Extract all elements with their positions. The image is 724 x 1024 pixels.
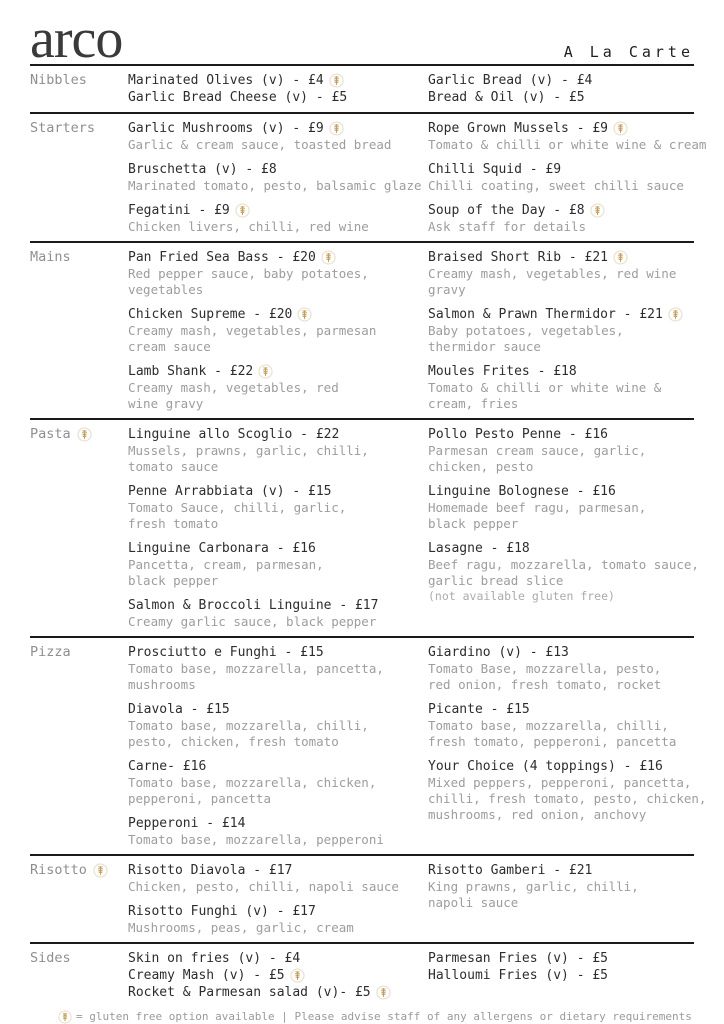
menu-item <box>428 72 694 89</box>
menu-item <box>428 363 694 412</box>
section-label-container <box>30 426 128 443</box>
menu-item-title: Pepperoni - £14 <box>128 816 246 831</box>
menu-item-description: pesto, chicken, fresh tomato <box>128 734 339 749</box>
menu-item-description: mushrooms <box>128 677 196 692</box>
menu-item <box>428 306 694 355</box>
gluten-free-wheat-icon <box>668 307 683 322</box>
menu-item-title-row <box>128 426 428 443</box>
section-label-container <box>30 249 128 266</box>
menu-item-title-row <box>128 597 428 614</box>
menu-item-title: Lamb Shank - £22 <box>128 364 254 379</box>
menu-item <box>428 540 699 604</box>
menu-item-description: Chicken, pesto, chilli, napoli sauce <box>128 879 399 894</box>
menu-item <box>128 644 428 693</box>
section-label-container <box>30 644 128 661</box>
section-label: Pizza <box>30 644 71 660</box>
menu-item-description: thermidor sauce <box>428 339 541 354</box>
menu-sections <box>30 64 707 1007</box>
menu-item <box>128 363 428 412</box>
gluten-free-wheat-icon <box>77 427 92 442</box>
menu-item-title: Linguine Bolognese - £16 <box>428 484 616 499</box>
section-label: Starters <box>30 120 96 136</box>
menu-item-title-row <box>428 701 694 718</box>
menu-column <box>428 644 707 848</box>
menu-item-description: Beef ragu, mozzarella, tomato sauce, <box>428 557 699 572</box>
section-label-container <box>30 72 128 89</box>
menu-item-description: Red pepper sauce, baby potatoes, <box>128 266 369 281</box>
menu-item-title: Rocket & Parmesan salad (v)- £5 <box>128 985 371 1000</box>
section-label: Risotto <box>30 862 87 878</box>
menu-item <box>428 862 694 911</box>
menu-item-title-row <box>128 540 428 557</box>
menu-item <box>128 306 428 355</box>
menu-item <box>128 758 428 807</box>
menu-item-description: Marinated tomato, pesto, balsamic glaze <box>128 178 422 193</box>
menu-section-risotto <box>30 854 694 942</box>
section-label-container <box>30 862 128 879</box>
menu-item-title-row <box>128 483 428 500</box>
menu-item <box>428 161 694 194</box>
section-label: Nibbles <box>30 72 87 88</box>
menu-item-title-row <box>128 161 428 178</box>
menu-column <box>428 862 694 936</box>
menu-column <box>128 862 428 936</box>
menu-item-title: Linguine allo Scoglio - £22 <box>128 427 340 442</box>
menu-item <box>128 120 428 153</box>
menu-item-title: Chilli Squid - £9 <box>428 162 562 177</box>
menu-item <box>128 426 428 475</box>
menu-item <box>428 701 694 750</box>
menu-item <box>428 202 694 235</box>
menu-item <box>428 967 694 984</box>
legend-text: = gluten free option available | Please advise staff of any allergens or dietary requirements <box>76 1010 692 1023</box>
menu-item-title: Garlic Mushrooms (v) - £9 <box>128 121 324 136</box>
menu-column <box>128 72 428 106</box>
menu-item <box>128 597 428 630</box>
menu-item-title-row <box>428 758 694 775</box>
menu-item-description: Tomato base, mozzarella, chilli, <box>128 718 369 733</box>
menu-item-description: garlic bread slice <box>428 573 564 588</box>
menu-item-title: Pan Fried Sea Bass - £20 <box>128 250 316 265</box>
menu-item-description: Chilli coating, sweet chilli sauce <box>428 178 684 193</box>
gluten-free-wheat-icon <box>613 121 628 136</box>
menu-column <box>128 644 428 848</box>
menu-item-title: Bruschetta (v) - £8 <box>128 162 277 177</box>
menu-item-description: Mixed peppers, pepperoni, pancetta, <box>428 775 692 790</box>
menu-item-title-row <box>128 967 428 984</box>
menu-item-title-row <box>428 540 694 557</box>
gluten-free-wheat-icon <box>235 203 250 218</box>
menu-item-description: black pepper <box>428 516 519 531</box>
menu-item-title-row <box>428 202 694 219</box>
menu-item-title: Halloumi Fries (v) - £5 <box>428 968 609 983</box>
menu-item-description: mushrooms, red onion, anchovy <box>428 807 647 822</box>
menu-item <box>128 540 428 589</box>
menu-item <box>428 644 694 693</box>
menu-item <box>128 950 428 967</box>
menu-item-title: Carne- £16 <box>128 759 207 774</box>
menu-item-title-row <box>128 950 428 967</box>
menu-section-sides <box>30 942 694 1007</box>
menu-item-title-row <box>128 701 428 718</box>
menu-item-description: vegetables <box>128 282 204 297</box>
menu-item-title-row <box>128 984 428 1001</box>
menu-item-description: Parmesan cream sauce, garlic, <box>428 443 647 458</box>
menu-item-title-row <box>128 306 428 323</box>
menu-item <box>128 202 428 235</box>
menu-column <box>128 950 428 1001</box>
menu-item-title-row <box>128 120 428 137</box>
menu-item-title-row <box>428 72 694 89</box>
menu-subtitle: A La Carte <box>563 43 694 61</box>
menu-item-title-row <box>128 72 428 89</box>
menu-section-starters <box>30 112 707 241</box>
menu-item-title-row <box>128 363 428 380</box>
menu-column <box>428 249 694 412</box>
menu-column <box>428 950 694 1001</box>
menu-item-title-row <box>128 758 428 775</box>
menu-item-title-row <box>428 950 694 967</box>
menu-item-description: Tomato & chilli or white wine & cream <box>428 137 707 152</box>
menu-item-title-row <box>428 249 694 266</box>
menu-item-description: Creamy mash, vegetables, red wine <box>428 266 677 281</box>
section-label-container <box>30 950 128 967</box>
gluten-free-wheat-icon <box>329 73 344 88</box>
menu-item-description: cream sauce <box>128 339 211 354</box>
menu-item <box>428 483 694 532</box>
menu-item-description: red onion, fresh tomato, rocket <box>428 677 662 692</box>
menu-item <box>128 701 428 750</box>
menu-item-title: Pollo Pesto Penne - £16 <box>428 427 609 442</box>
menu-item <box>128 89 428 106</box>
menu-item-title: Linguine Carbonara - £16 <box>128 541 316 556</box>
menu-item-title: Risotto Diavola - £17 <box>128 863 293 878</box>
menu-item-title-row <box>428 862 694 879</box>
menu-item-title-row <box>128 815 428 832</box>
menu-item-description: pepperoni, pancetta <box>128 791 271 806</box>
menu-item <box>128 72 428 89</box>
menu-item-title-row <box>428 363 694 380</box>
menu-item-description: Tomato Sauce, chilli, garlic, <box>128 500 347 515</box>
restaurant-logo: arco <box>30 8 123 70</box>
menu-item <box>128 862 428 895</box>
menu-column <box>428 72 694 106</box>
menu-item-description: chilli, fresh tomato, pesto, chicken, <box>428 791 707 806</box>
gluten-free-wheat-icon <box>58 1010 72 1024</box>
menu-section-mains <box>30 241 694 418</box>
menu-item-description: Tomato base, mozzarella, chicken, <box>128 775 377 790</box>
menu-item-title: Prosciutto e Funghi - £15 <box>128 645 324 660</box>
menu-item-title-row <box>128 202 428 219</box>
menu-item-title: Skin on fries (v) - £4 <box>128 951 301 966</box>
menu-item-description: Tomato base, mozzarella, pepperoni <box>128 832 384 847</box>
menu-item-title-row <box>128 903 428 920</box>
menu-item-description: chicken, pesto <box>428 459 534 474</box>
menu-item-title: Giardino (v) - £13 <box>428 645 569 660</box>
legend-footer <box>30 1007 694 1024</box>
menu-header <box>30 6 694 70</box>
menu-item <box>428 950 694 967</box>
menu-item <box>428 758 707 823</box>
menu-item <box>428 120 707 153</box>
menu-item-description: fresh tomato, pepperoni, pancetta <box>428 734 677 749</box>
menu-item-description: Creamy mash, vegetables, parmesan <box>128 323 377 338</box>
menu-item-description: Ask staff for details <box>428 219 587 234</box>
menu-item <box>128 984 428 1001</box>
menu-item-title: Lasagne - £18 <box>428 541 530 556</box>
menu-item-title: Creamy Mash (v) - £5 <box>128 968 285 983</box>
menu-item-title: Fegatini - £9 <box>128 203 230 218</box>
menu-item-description: fresh tomato <box>128 516 219 531</box>
gluten-free-wheat-icon <box>258 364 273 379</box>
gluten-free-wheat-icon <box>321 250 336 265</box>
gluten-free-wheat-icon <box>376 985 391 1000</box>
menu-column <box>428 426 699 630</box>
menu-item-description: Creamy mash, vegetables, red <box>128 380 339 395</box>
menu-item-description: Chicken livers, chilli, red wine <box>128 219 369 234</box>
menu-item-description: Pancetta, cream, parmesan, <box>128 557 324 572</box>
menu-item-description: black pepper <box>128 573 219 588</box>
section-label: Pasta <box>30 426 71 442</box>
menu-item-title: Risotto Funghi (v) - £17 <box>128 904 316 919</box>
menu-item <box>128 903 428 936</box>
menu-item-title: Garlic Bread Cheese (v) - £5 <box>128 90 348 105</box>
menu-column <box>428 120 707 235</box>
menu-item-description: wine gravy <box>128 396 204 411</box>
menu-item <box>428 249 694 298</box>
gluten-free-wheat-icon <box>297 307 312 322</box>
menu-item-title: Soup of the Day - £8 <box>428 203 585 218</box>
menu-item-title: Braised Short Rib - £21 <box>428 250 609 265</box>
section-label: Mains <box>30 249 71 265</box>
menu-item-title: Salmon & Prawn Thermidor - £21 <box>428 307 663 322</box>
menu-item-title-row <box>428 120 694 137</box>
menu-item-title: Penne Arrabbiata (v) - £15 <box>128 484 332 499</box>
menu-item-title-row <box>428 483 694 500</box>
menu-item <box>128 483 428 532</box>
menu-item-description: Mushrooms, peas, garlic, cream <box>128 920 354 935</box>
menu-item-title-row <box>128 644 428 661</box>
menu-item-title-row <box>128 862 428 879</box>
menu-item-title: Marinated Olives (v) - £4 <box>128 73 324 88</box>
menu-section-pasta <box>30 418 699 636</box>
section-label: Sides <box>30 950 71 966</box>
menu-item <box>128 161 428 194</box>
menu-item-description: cream, fries <box>428 396 519 411</box>
menu-item <box>128 967 428 984</box>
menu-item-description: Garlic & cream sauce, toasted bread <box>128 137 392 152</box>
menu-item-title: Diavola - £15 <box>128 702 230 717</box>
menu-item-description: Homemade beef ragu, parmesan, <box>428 500 647 515</box>
gluten-free-wheat-icon <box>590 203 605 218</box>
menu-item-title: Parmesan Fries (v) - £5 <box>428 951 609 966</box>
menu-item-title: Your Choice (4 toppings) - £16 <box>428 759 663 774</box>
menu-item-title-row <box>428 89 694 106</box>
menu-section-pizza <box>30 636 707 854</box>
menu-item-description: King prawns, garlic, chilli, <box>428 879 639 894</box>
menu-item-description: gravy <box>428 282 466 297</box>
menu-item <box>128 815 428 848</box>
menu-item-description: Mussels, prawns, garlic, chilli, <box>128 443 369 458</box>
menu-item-title-row <box>128 89 428 106</box>
menu-item-title: Garlic Bread (v) - £4 <box>428 73 593 88</box>
section-label-container <box>30 120 128 137</box>
legend-icon-slot <box>58 1010 72 1024</box>
menu-item-title-row <box>428 426 694 443</box>
menu-item-title-row <box>428 161 694 178</box>
menu-item-title: Chicken Supreme - £20 <box>128 307 293 322</box>
menu-item-description: Tomato Base, mozzarella, pesto, <box>428 661 662 676</box>
menu-item <box>128 249 428 298</box>
menu-item-description: Tomato base, mozzarella, chilli, <box>428 718 669 733</box>
menu-item <box>428 426 694 475</box>
gluten-free-wheat-icon <box>290 968 305 983</box>
menu-item-title: Salmon & Broccoli Linguine - £17 <box>128 598 379 613</box>
menu-item-title: Moules Frites - £18 <box>428 364 577 379</box>
gluten-free-wheat-icon <box>93 863 108 878</box>
menu-item-note: (not available gluten free) <box>428 589 615 603</box>
menu-item-description: Tomato & chilli or white wine & <box>428 380 662 395</box>
menu-item-title-row <box>428 967 694 984</box>
menu-item-title: Risotto Gamberi - £21 <box>428 863 593 878</box>
menu-item <box>428 89 694 106</box>
menu-column <box>128 426 428 630</box>
menu-item-description: Tomato base, mozzarella, pancetta, <box>128 661 384 676</box>
gluten-free-wheat-icon <box>329 121 344 136</box>
menu-column <box>128 249 428 412</box>
menu-item-title-row <box>428 306 694 323</box>
menu-item-title-row <box>428 644 694 661</box>
menu-item-description: tomato sauce <box>128 459 219 474</box>
menu-item-title: Rope Grown Mussels - £9 <box>428 121 609 136</box>
menu-column <box>128 120 428 235</box>
menu-section-nibbles <box>30 64 694 112</box>
menu-item-description: Baby potatoes, vegetables, <box>428 323 624 338</box>
menu-item-description: Creamy garlic sauce, black pepper <box>128 614 377 629</box>
menu-item-title-row <box>128 249 428 266</box>
gluten-free-wheat-icon <box>613 250 628 265</box>
menu-item-title: Bread & Oil (v) - £5 <box>428 90 585 105</box>
menu-item-title: Picante - £15 <box>428 702 530 717</box>
menu-item-description: napoli sauce <box>428 895 519 910</box>
